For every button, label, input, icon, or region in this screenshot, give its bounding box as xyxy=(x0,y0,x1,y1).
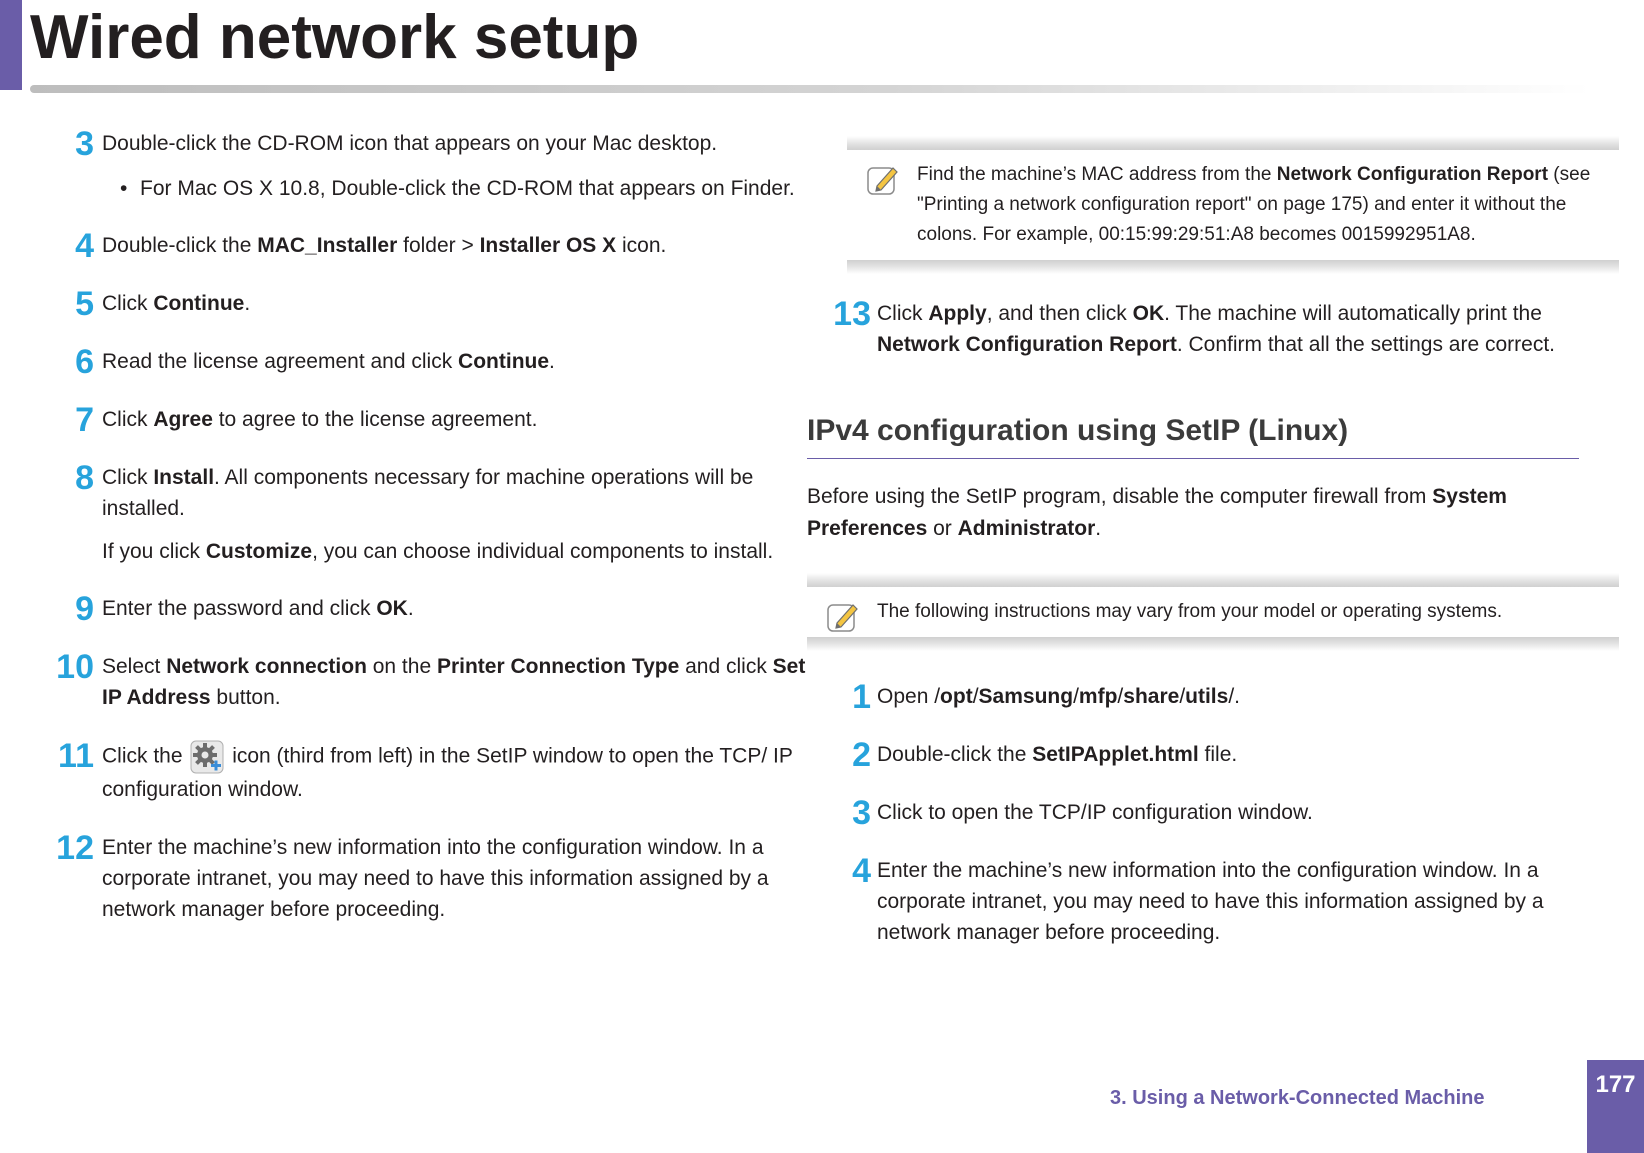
note-top-bar xyxy=(807,573,1619,587)
step-number: 7 xyxy=(75,401,94,439)
step-number: 8 xyxy=(75,459,94,497)
note-bottom-bar xyxy=(807,637,1619,651)
section-intro: Before using the SetIP program, disable the computer firewall from System Preferences or Administrator. xyxy=(807,485,1507,540)
step-9: 9 Enter the password and click OK. xyxy=(30,593,810,624)
step-10: 10 Select Network connection on the Printer Connection Type and click Set IP Address button. xyxy=(30,651,810,713)
section-heading: IPv4 configuration using SetIP (Linux) xyxy=(807,414,1579,459)
note-pencil-icon xyxy=(825,599,861,635)
page-number: 177 xyxy=(1587,1060,1644,1153)
note-mac-address: Find the machine’s MAC address from the Network Configuration Report (see "Printing a network configuration report" on page 175) and enter it without the colons. For example, 00:15:99:29:51:A8 becomes 0015992951A8. xyxy=(847,136,1619,274)
chapter-footer: 3. Using a Network-Connected Machine xyxy=(1110,1087,1485,1109)
linux-step-2: 2 Double-click the SetIPApplet.html file. xyxy=(847,739,1619,770)
note-instructions-vary: The following instructions may vary from your model or operating systems. xyxy=(807,573,1619,651)
bullet-dot: • xyxy=(120,177,128,200)
step-number: 1 xyxy=(852,678,871,716)
step-number: 13 xyxy=(833,295,871,333)
step-number: 9 xyxy=(75,590,94,628)
step-4: 4 Double-click the MAC_Installer folder > Installer OS X icon. xyxy=(30,230,810,261)
bullet-item: • For Mac OS X 10.8, Double-click the CD-ROM that appears on Finder. xyxy=(30,173,810,204)
step-number: 4 xyxy=(75,227,94,265)
step-number: 11 xyxy=(58,737,94,775)
step-8-note: If you click Customize, you can choose individual components to install. xyxy=(102,540,774,563)
step-13: 13 Click Apply, and then click OK. The machine will automatically print the Network Configuration Report. Confirm that all the settings are correct. xyxy=(847,298,1619,360)
step-number: 2 xyxy=(852,736,871,774)
linux-step-4: 4 Enter the machine’s new information into the configuration window. In a corporate intranet, you may need to have this information assigned by a network manager before proceeding. xyxy=(847,855,1619,948)
step-7: 7 Click Agree to agree to the license agreement. xyxy=(30,404,810,435)
step-number: 3 xyxy=(852,794,871,832)
tcpip-settings-gear-icon xyxy=(190,740,224,774)
note-pencil-icon xyxy=(865,162,901,198)
linux-step-1: 1 Open /opt/Samsung/mfp/share/utils/. xyxy=(847,681,1619,712)
left-column xyxy=(30,125,810,925)
linux-step-3: 3 Click to open the TCP/IP configuration window. xyxy=(847,797,1619,828)
step-number: 5 xyxy=(75,285,94,323)
step-number: 12 xyxy=(56,829,94,867)
note-bottom-bar xyxy=(847,260,1619,274)
step-number: 4 xyxy=(852,852,871,890)
chapter-color-bar xyxy=(0,0,22,90)
note-top-bar xyxy=(847,136,1619,150)
step-8: 8 Click Install. All components necessary for machine operations will be installed. xyxy=(30,462,810,524)
right-column xyxy=(807,136,1619,948)
step-11: 11 Click the icon (third from left) in the SetIP window to open the TCP/ IP configuration window. xyxy=(30,740,810,805)
step-5: 5 Click Continue. xyxy=(30,288,810,319)
title-underline xyxy=(30,85,1590,93)
step-number: 3 xyxy=(75,125,94,163)
step-number: 10 xyxy=(56,648,94,686)
step-3: 3 Double-click the CD-ROM icon that appears on your Mac desktop. xyxy=(30,128,810,159)
step-6: 6 Read the license agreement and click Continue. xyxy=(30,346,810,377)
step-number: 6 xyxy=(75,343,94,381)
step-12: 12 Enter the machine’s new information into the configuration window. In a corporate intranet, you may need to have this information assigned by a network manager before proceeding. xyxy=(30,832,810,925)
page-title: Wired network setup xyxy=(30,3,640,72)
